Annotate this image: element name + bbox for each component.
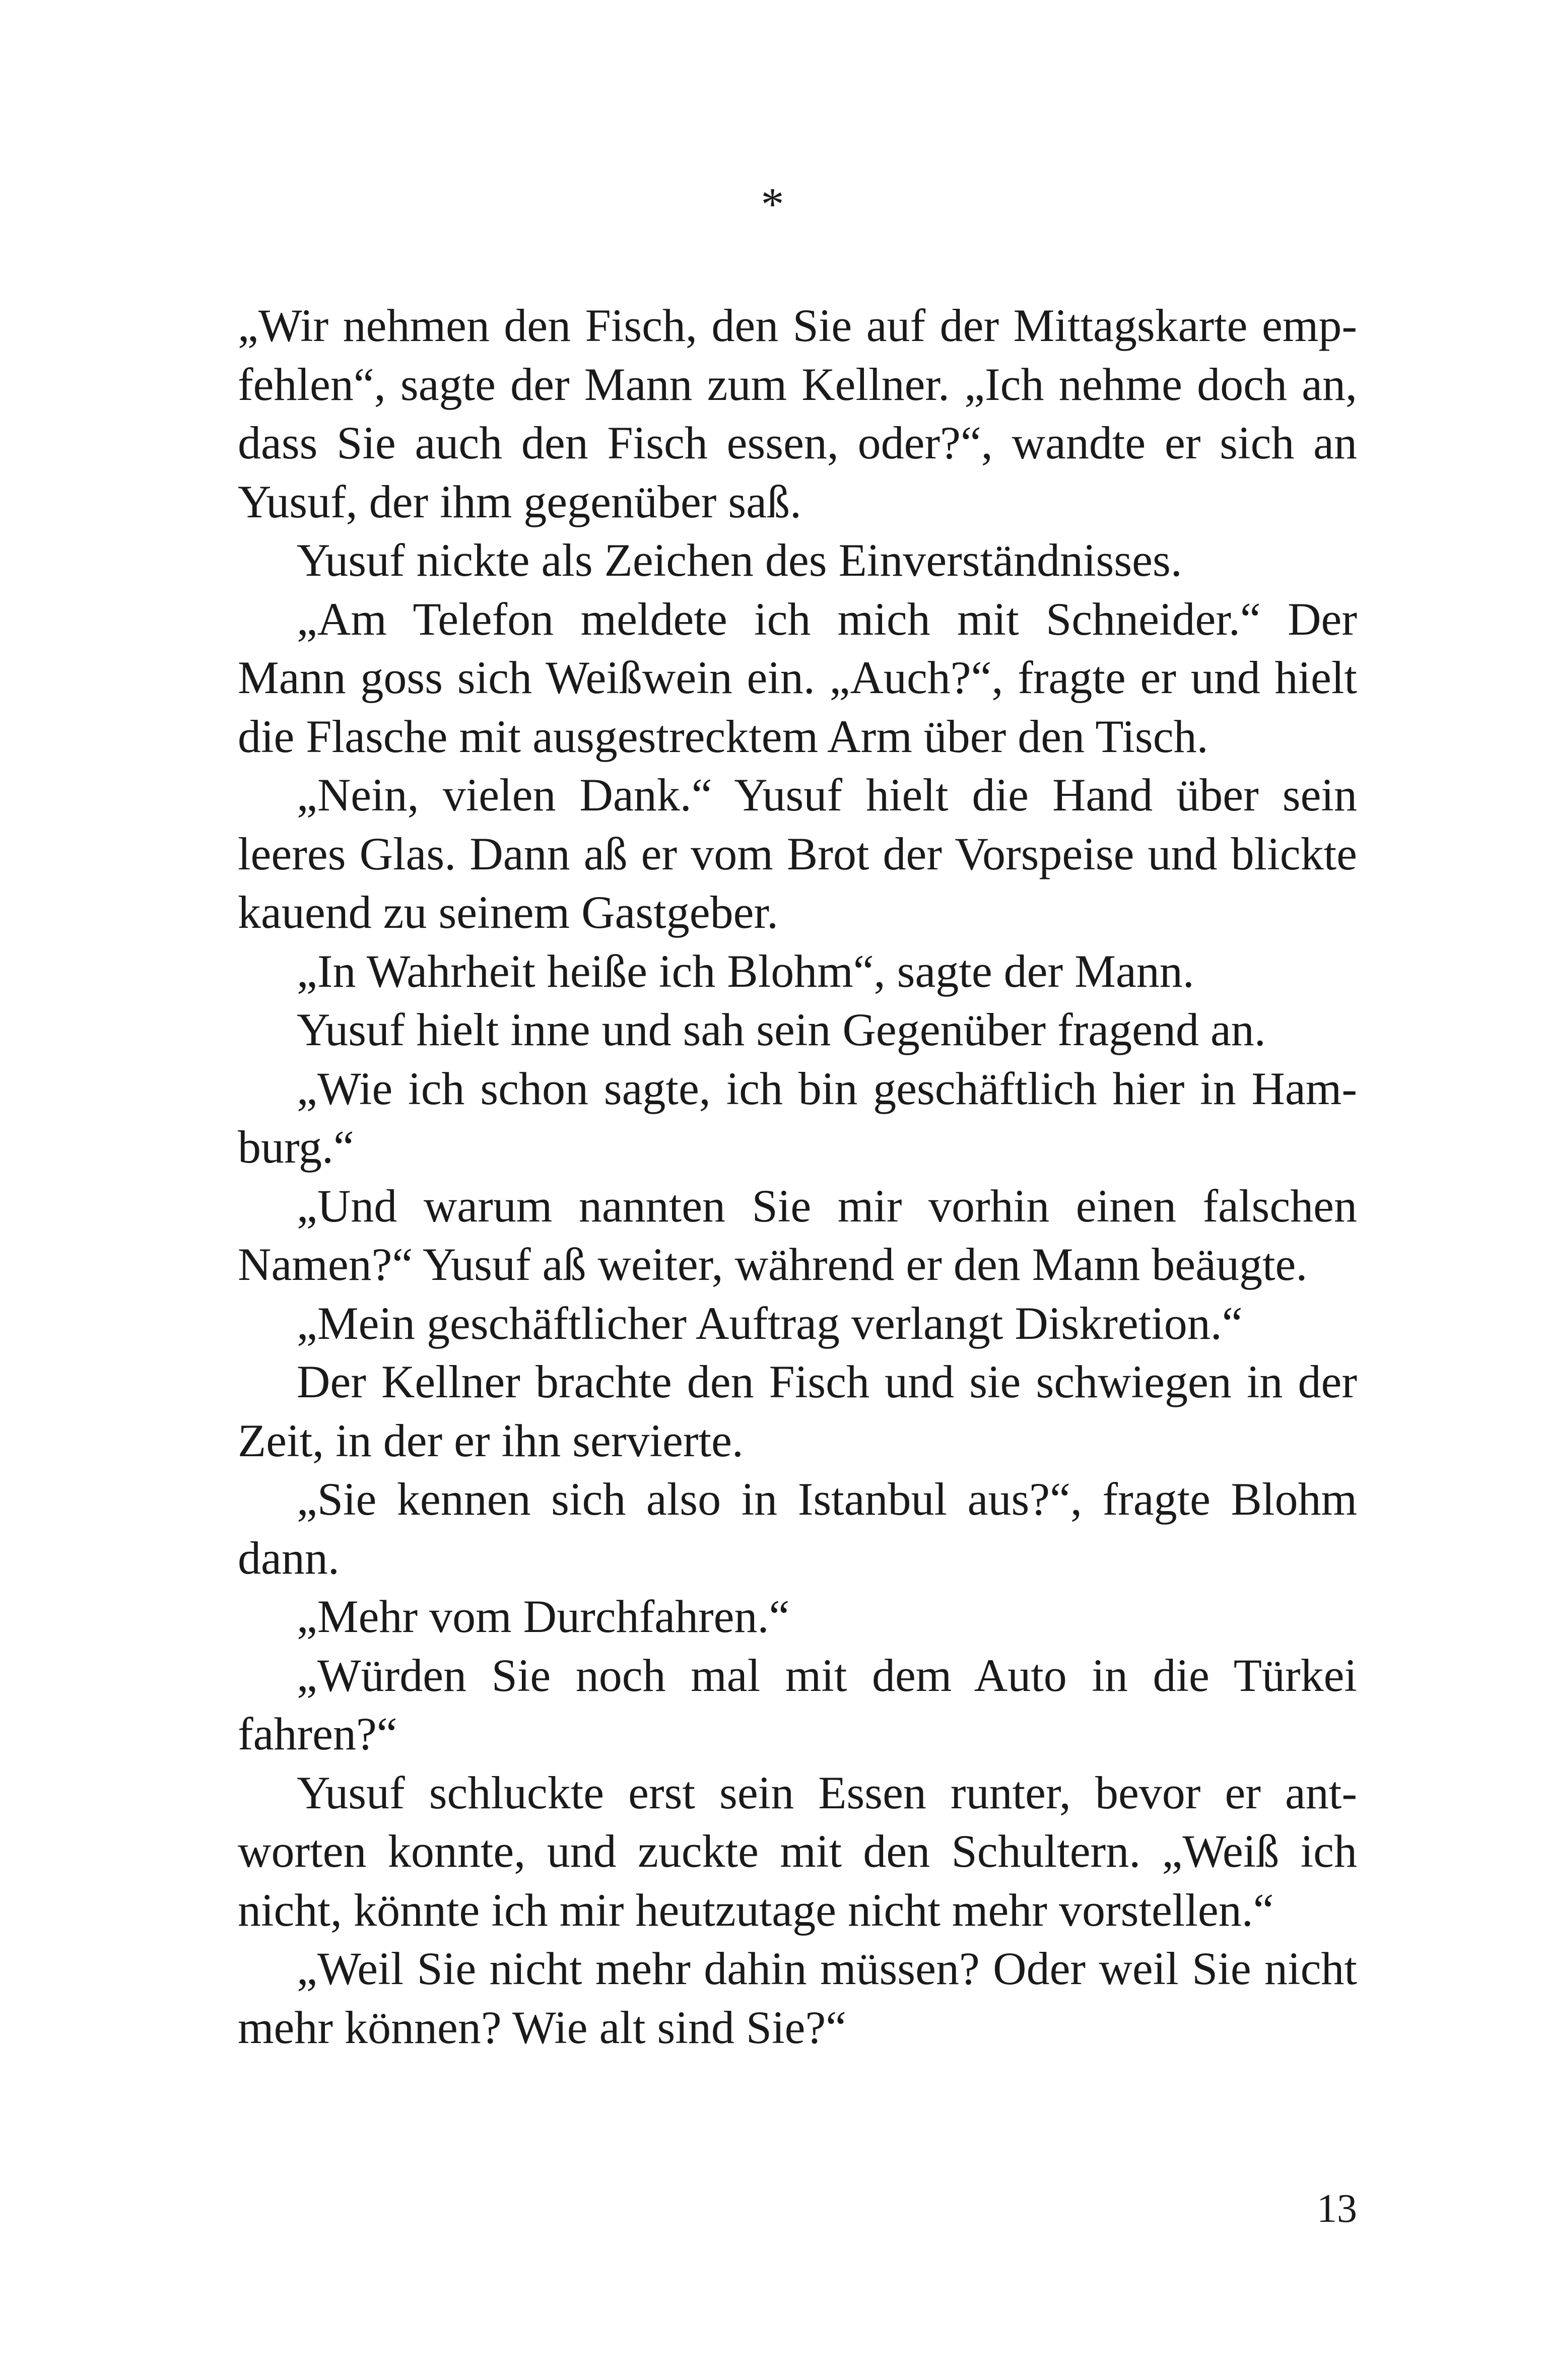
paragraph: „Nein, vielen Dank.“ Yusuf hielt die Hand über sein leeres Glas. Dann aß er vom Brot der Vorspeise und blickte kauend zu seinem Gastgeber. (238, 769, 1357, 938)
paragraph: „Am Telefon meldete ich mich mit Schneider.“ Der Mann goss sich Weißwein ein. „Auch?“, fragte er und hielt die Flasche mit ausgestrecktem Arm über den Tisch. (238, 593, 1357, 762)
paragraph: „Mein geschäftlicher Auftrag verlangt Diskretion.“ (297, 1297, 1243, 1349)
paragraph: Yusuf schluckte erst sein Essen runter, bevor er antworten konnte, und zuckte mit den Schultern. „Weiß ich nicht, könnte ich mir heutzutage nicht mehr vorstellen.“ (238, 1766, 1357, 1936)
paragraph: „Mehr vom Durchfahren.“ (297, 1591, 790, 1642)
paragraph: „Sie kennen sich also in Istanbul aus?“, fragte Blohm dann. (238, 1473, 1357, 1584)
section-divider: * (761, 178, 784, 230)
paragraph: „Würden Sie noch mal mit dem Auto in die Türkei fahren?“ (238, 1649, 1357, 1759)
paragraph: Yusuf nickte als Zeichen des Einverständnisses. (297, 534, 1182, 586)
paragraph: „Weil Sie nicht mehr dahin müssen? Oder weil Sie nicht mehr können? Wie alt sind Sie?“ (238, 1943, 1357, 2053)
paragraph: „Wie ich schon sagte, ich bin geschäftlich hier in Hamburg.“ (238, 1062, 1357, 1173)
paragraph: „Und warum nannten Sie mir vorhin einen falschen Namen?“ Yusuf aß weiter, während er den Mann beäugte. (238, 1180, 1357, 1290)
page-number: 13 (1317, 2187, 1357, 2231)
body-text (238, 296, 1357, 2057)
paragraph: „Wir nehmen den Fisch, den Sie auf der Mittagskarte empfehlen“, sagte der Mann zum Kellner. „Ich nehme doch an, dass Sie auch den Fisch essen, oder?“, wandte er sich an Yusuf, der ihm gegenüber saß. (238, 300, 1357, 527)
paragraph: Yusuf hielt inne und sah sein Gegenüber fragend an. (297, 1004, 1266, 1055)
paragraph: „In Wahrheit heiße ich Blohm“, sagte der Mann. (297, 945, 1194, 997)
paragraph: Der Kellner brachte den Fisch und sie schwiegen in der Zeit, in der er ihn servierte. (238, 1356, 1357, 1466)
